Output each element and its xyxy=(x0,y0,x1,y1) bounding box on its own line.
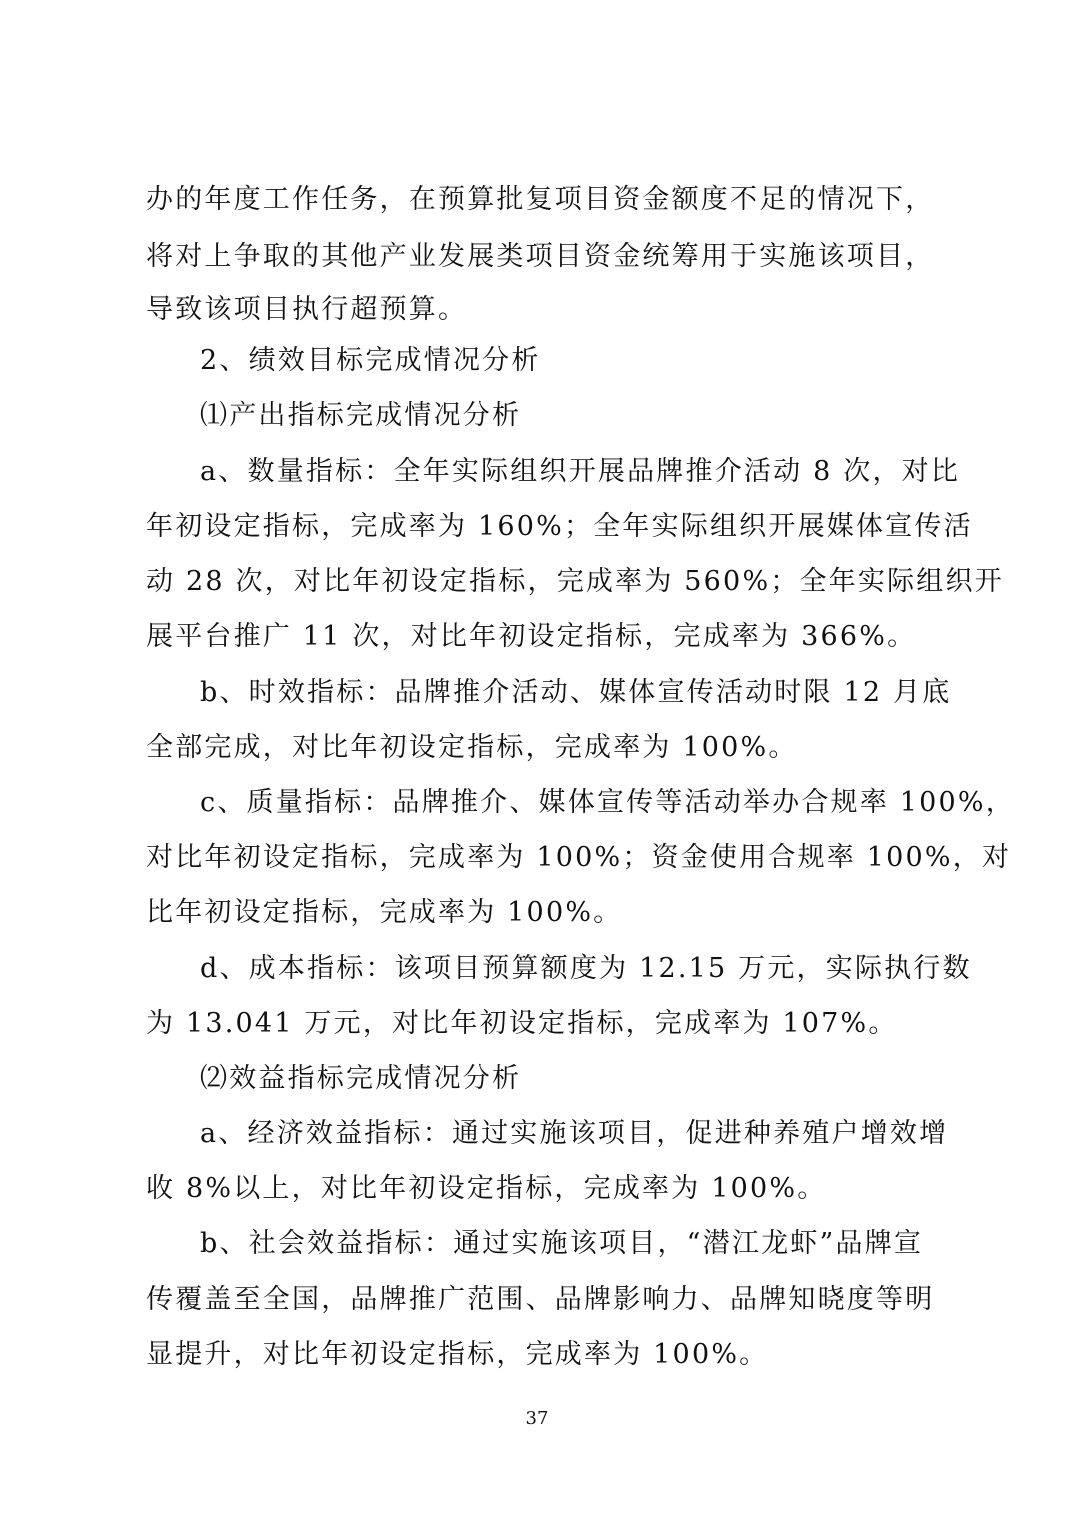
text-line: b、社会效益指标：通过实施该项目，“潜江龙虾”品牌宣 xyxy=(200,1228,924,1259)
subsection-heading: ⑴产出指标完成情况分析 xyxy=(200,400,522,431)
text-line: b、时效指标：品牌推介活动、媒体宣传活动时限 12 月底 xyxy=(200,677,952,708)
text-line: 导致该项目执行超预算。 xyxy=(146,294,468,325)
text-line: 比年初设定指标，完成率为 100%。 xyxy=(146,897,623,928)
page-number: 37 xyxy=(525,1408,549,1429)
text-line: 全部完成，对比年初设定指标，完成率为 100%。 xyxy=(146,732,798,763)
text-line: 显提升，对比年初设定指标，完成率为 100%。 xyxy=(146,1339,769,1370)
text-line: 动 28 次，对比年初设定指标，完成率为 560%；全年实际组织开 xyxy=(146,566,1004,597)
text-line: 将对上争取的其他产业发展类项目资金统筹用于实施该项目， xyxy=(146,241,935,272)
section-heading: 2、绩效目标完成情况分析 xyxy=(200,345,541,376)
text-line: a、经济效益指标：通过实施该项目，促进种养殖户增效增 xyxy=(200,1118,949,1149)
text-line: 展平台推广 11 次，对比年初设定指标，完成率为 366%。 xyxy=(146,621,917,652)
text-line: d、成本指标：该项目预算额度为 12.15 万元，实际执行数 xyxy=(200,953,972,984)
text-line: c、质量指标：品牌推介、媒体宣传等活动举办合规率 100%， xyxy=(200,787,1015,818)
subsection-heading: ⑵效益指标完成情况分析 xyxy=(200,1063,522,1094)
text-line: a、数量指标：全年实际组织开展品牌推介活动 8 次，对比 xyxy=(200,456,961,487)
text-line: 对比年初设定指标，完成率为 100%；资金使用合规率 100%，对 xyxy=(146,842,1012,873)
text-line: 传覆盖至全国，品牌推广范围、品牌影响力、品牌知晓度等明 xyxy=(146,1284,935,1315)
text-line: 办的年度工作任务，在预算批复项目资金额度不足的情况下， xyxy=(146,184,935,215)
text-line: 年初设定指标，完成率为 160%；全年实际组织开展媒体宣传活 xyxy=(146,511,973,542)
text-line: 收 8%以上，对比年初设定指标，完成率为 100%。 xyxy=(146,1173,827,1204)
text-line: 为 13.041 万元，对比年初设定指标，完成率为 107%。 xyxy=(146,1008,898,1039)
